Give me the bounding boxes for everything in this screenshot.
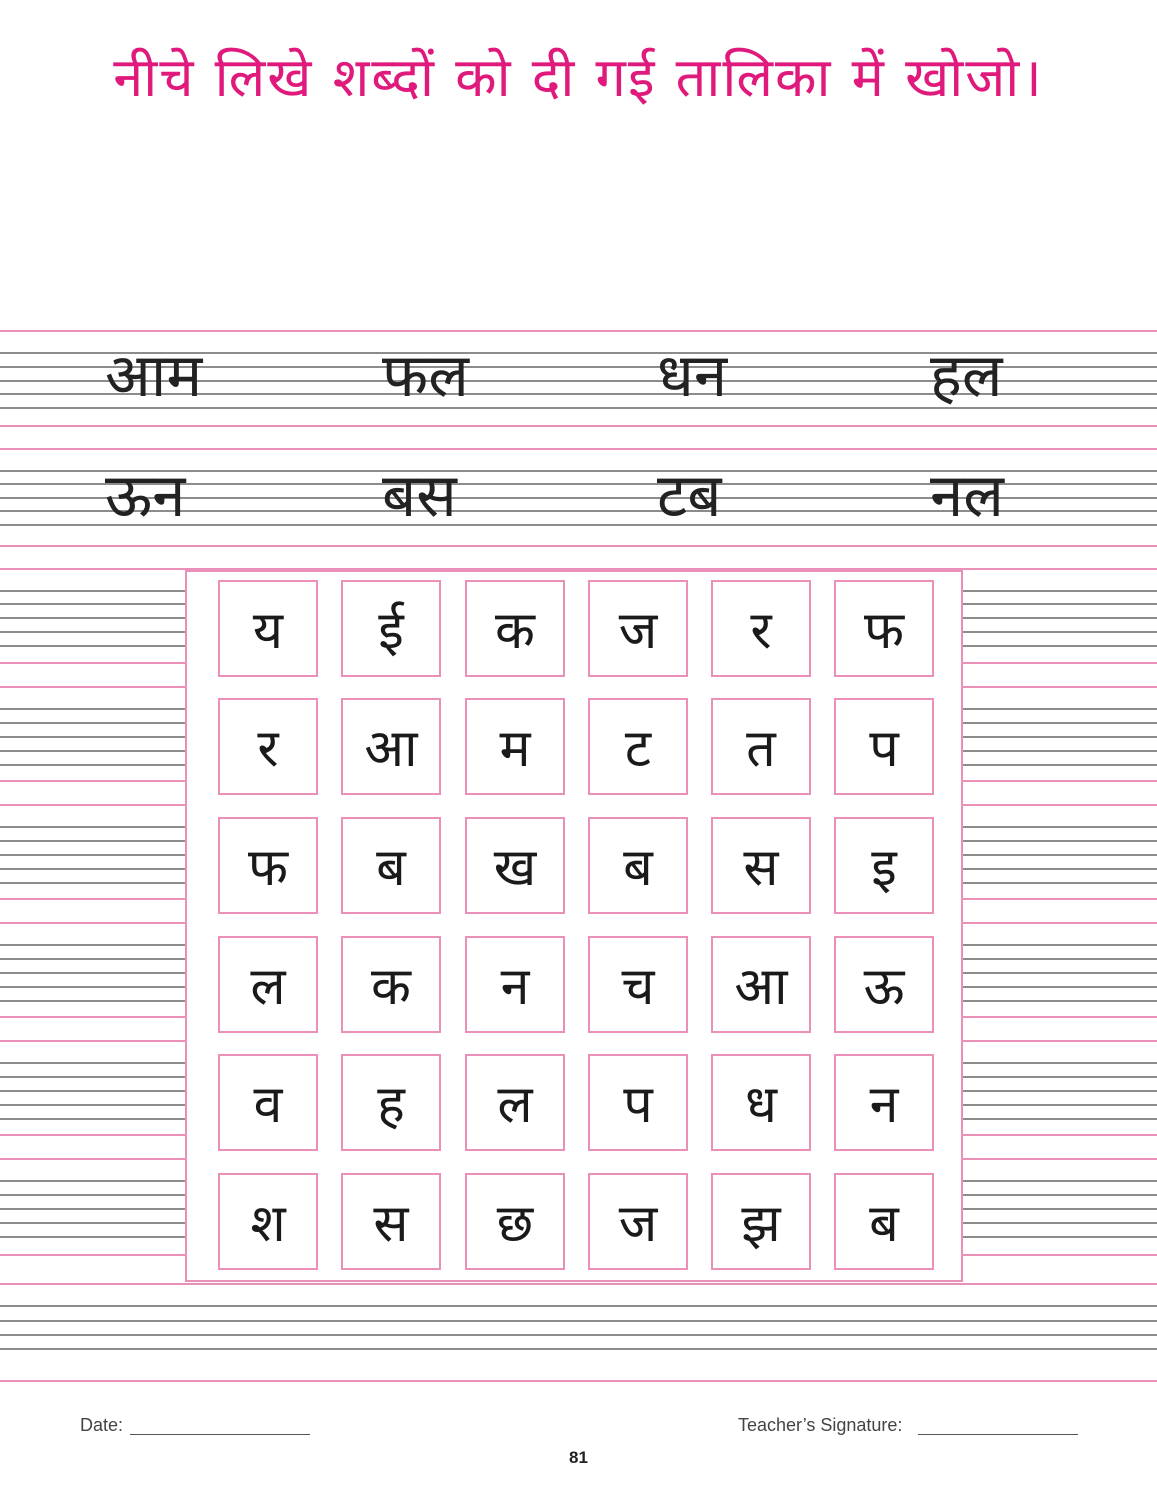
grid-cell: च	[588, 936, 688, 1033]
grid-cell: प	[588, 1054, 688, 1151]
grid-cell: ऊ	[834, 936, 934, 1033]
grid-cell: न	[834, 1054, 934, 1151]
grid-cell: ख	[465, 817, 565, 914]
grid-cell: ब	[341, 817, 441, 914]
word-item: बस	[382, 461, 457, 531]
word-item: हल	[930, 341, 1003, 411]
grid-cell: ब	[588, 817, 688, 914]
ruled-line	[0, 1283, 1157, 1285]
ruled-line	[0, 1380, 1157, 1382]
grid-cell: स	[341, 1173, 441, 1270]
grid-cell: छ	[465, 1173, 565, 1270]
ruled-line	[0, 545, 1157, 547]
ruled-line	[0, 425, 1157, 427]
word-item: आम	[105, 341, 203, 411]
grid-cell: क	[341, 936, 441, 1033]
grid-cell: क	[465, 580, 565, 677]
grid-cell: ल	[218, 936, 318, 1033]
grid-cell: य	[218, 580, 318, 677]
page-number: 81	[569, 1448, 588, 1467]
signature-label: Teacher’s Signature:	[738, 1415, 903, 1435]
signature-line	[918, 1434, 1078, 1435]
word-item: धन	[657, 341, 728, 411]
word-item: टब	[657, 461, 722, 531]
grid-cell: फ	[834, 580, 934, 677]
grid-cell: म	[465, 698, 565, 795]
grid-cell: आ	[711, 936, 811, 1033]
letter-grid	[185, 570, 963, 1282]
grid-cell: झ	[711, 1173, 811, 1270]
grid-cell: ट	[588, 698, 688, 795]
ruled-line	[0, 1320, 1157, 1322]
grid-cell: ल	[465, 1054, 565, 1151]
ruled-line	[0, 1305, 1157, 1307]
grid-cell: त	[711, 698, 811, 795]
grid-cell: फ	[218, 817, 318, 914]
grid-cell: र	[711, 580, 811, 677]
ruled-line	[0, 1334, 1157, 1336]
ruled-line	[0, 1348, 1157, 1350]
grid-cell: ह	[341, 1054, 441, 1151]
grid-cell: न	[465, 936, 565, 1033]
grid-cell: आ	[341, 698, 441, 795]
page-heading: नीचे लिखे शब्दों को दी गई तालिका में खोजो।	[113, 46, 1044, 109]
ruled-line	[0, 448, 1157, 450]
date-label: Date:	[80, 1415, 124, 1435]
grid-cell: व	[218, 1054, 318, 1151]
grid-cell: ज	[588, 580, 688, 677]
word-item: फल	[382, 341, 469, 411]
grid-cell: ब	[834, 1173, 934, 1270]
grid-cell: श	[218, 1173, 318, 1270]
grid-cell: ध	[711, 1054, 811, 1151]
date-line	[130, 1434, 310, 1435]
grid-cell: र	[218, 698, 318, 795]
grid-cell: ज	[588, 1173, 688, 1270]
word-item: ऊन	[105, 461, 186, 531]
word-item: नल	[930, 461, 1004, 531]
ruled-line	[0, 330, 1157, 332]
grid-cell: प	[834, 698, 934, 795]
grid-cell: इ	[834, 817, 934, 914]
grid-cell: ई	[341, 580, 441, 677]
grid-cell: स	[711, 817, 811, 914]
